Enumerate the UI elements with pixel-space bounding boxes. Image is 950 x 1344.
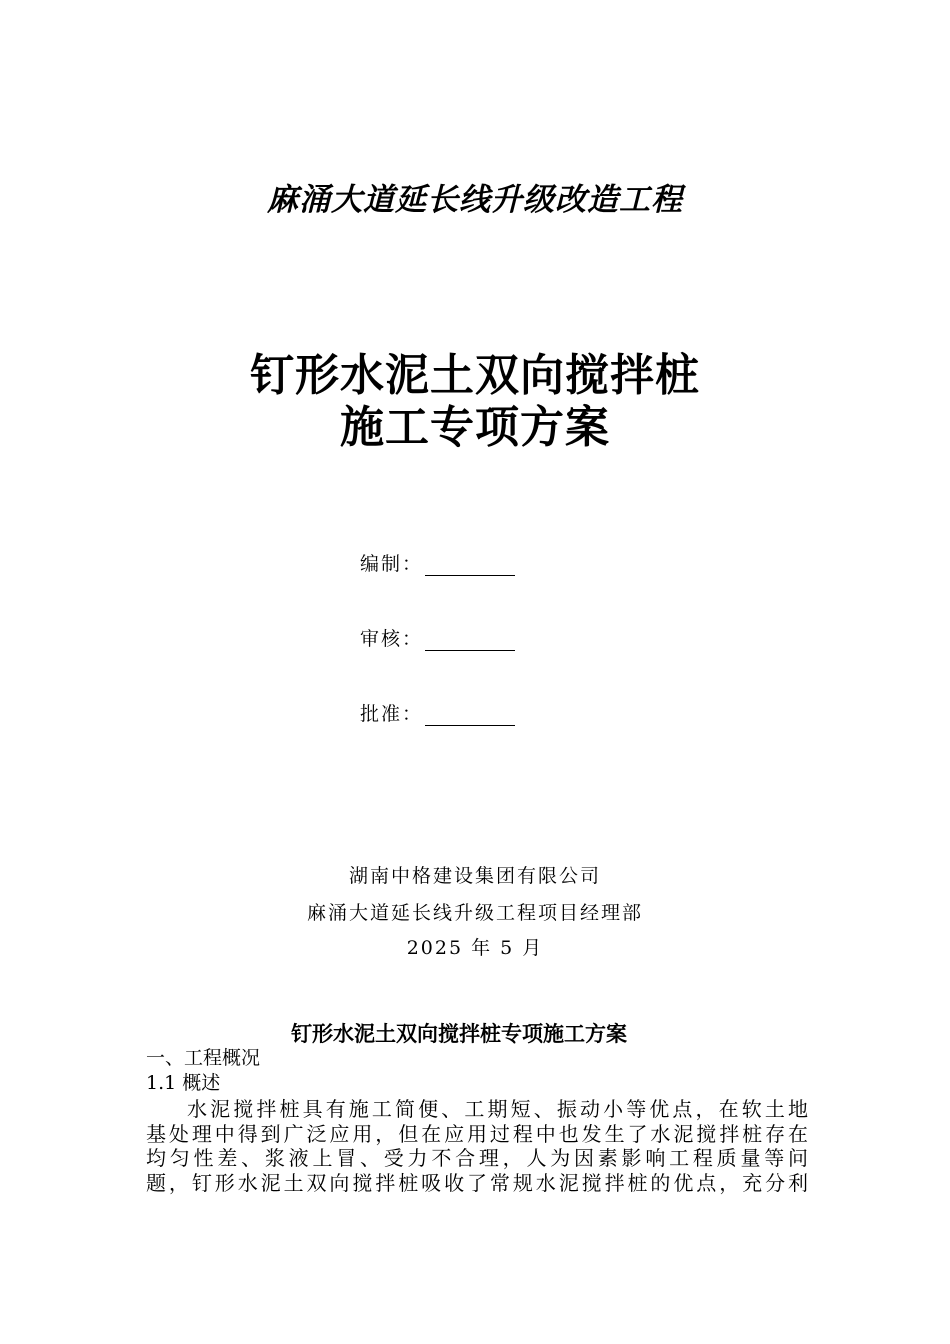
document-heading: 钉形水泥土双向搅拌桩专项施工方案 (291, 1022, 627, 1046)
project-title: 麻涌大道延长线升级改造工程 (267, 182, 683, 218)
paragraph-line: 均匀性差、浆液上冒、受力不合理，人为因素影响工程质量等问 (146, 1146, 808, 1170)
signature-reviewer (360, 621, 515, 651)
department-name: 麻涌大道延长线升级工程项目经理部 (306, 902, 643, 924)
signature-editor-blank (425, 555, 515, 576)
section-heading-1: 一、工程概况 (146, 1047, 261, 1069)
paragraph-line: 水泥搅拌桩具有施工简便、工期短、振动小等优点，在软土地 (187, 1097, 808, 1121)
signature-reviewer-blank (425, 630, 515, 651)
signature-editor (360, 546, 515, 576)
signature-approver-blank (425, 705, 515, 726)
main-title-line-2: 施工专项方案 (340, 402, 610, 453)
signature-editor-label: 编制： (360, 553, 424, 575)
signature-approver-label: 批准： (360, 703, 424, 725)
document-date: 2025 年 5 月 (406, 937, 544, 959)
signature-reviewer-label: 审核： (360, 628, 424, 650)
subsection-heading-1-1: 1.1 概述 (146, 1072, 221, 1094)
overview-paragraph (146, 1097, 808, 1195)
paragraph-line: 题，钉形水泥土双向搅拌桩吸收了常规水泥搅拌桩的优点，充分利 (146, 1170, 808, 1195)
paragraph-line: 基处理中得到广泛应用，但在应用过程中也发生了水泥搅拌桩存在 (146, 1121, 808, 1146)
main-title-line-1: 钉形水泥土双向搅拌桩 (250, 350, 700, 401)
company-name: 湖南中格建设集团有限公司 (348, 865, 601, 887)
signature-approver (360, 696, 515, 726)
